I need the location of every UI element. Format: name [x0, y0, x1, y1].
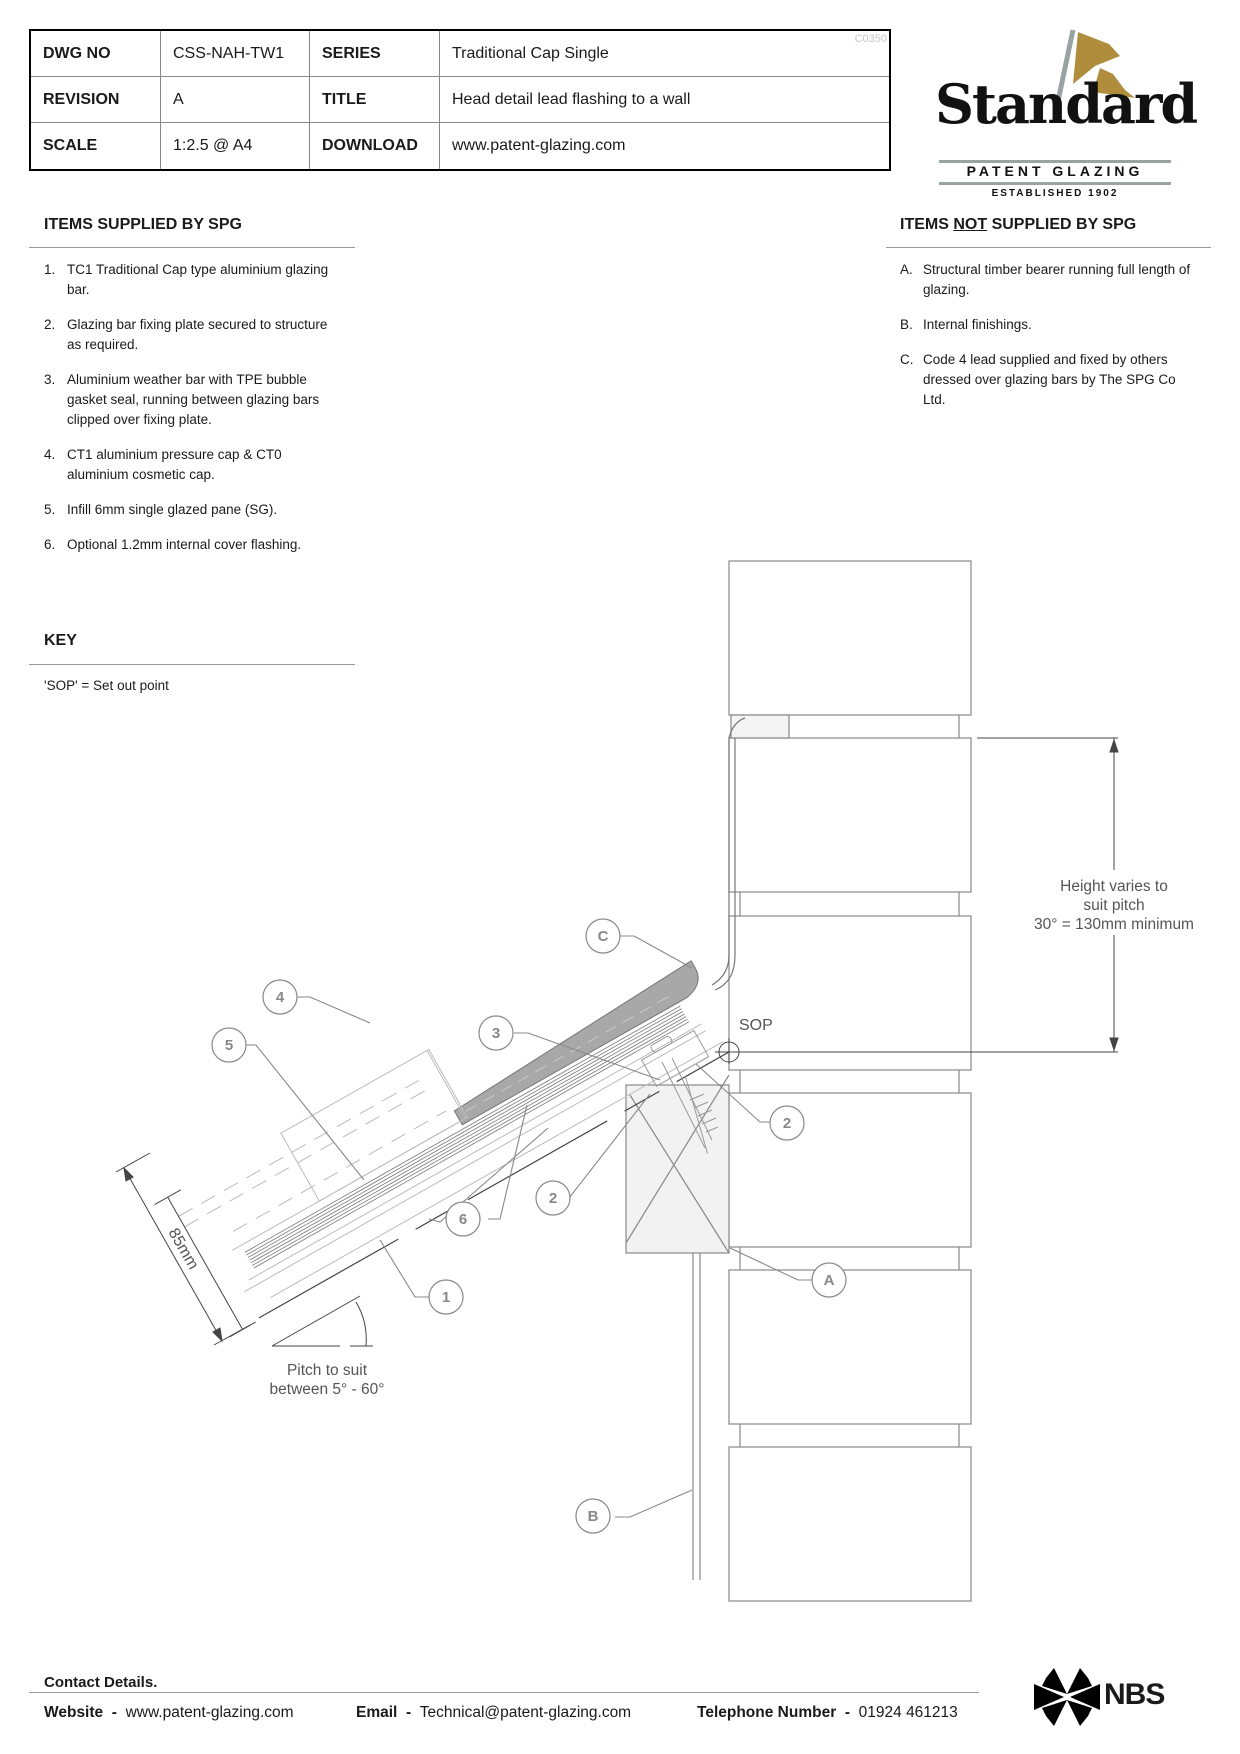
nbs-star-icon	[1034, 1664, 1100, 1730]
supplied-heading: ITEMS SUPPLIED BY SPG	[44, 216, 242, 233]
height-note-1: Height varies to	[1060, 878, 1168, 895]
email-contact: Email - Technical@patent-glazing.com	[356, 1704, 632, 1721]
not-supplied-heading: ITEMS NOT SUPPLIED BY SPG	[900, 216, 1137, 233]
label-series: SERIES	[310, 31, 440, 77]
supplied-item: 3. Aluminium weather bar with TPE bubble gasket seal, running between glazing bars clipped over fixing plate.	[44, 372, 320, 427]
website-link[interactable]: www.patent-glazing.com	[125, 1704, 294, 1721]
callout-6: 6	[458, 1211, 468, 1228]
mortar-chase	[731, 715, 789, 738]
logo-subtitle: PATENT GLAZING	[966, 163, 1144, 179]
footer-rule	[29, 1692, 979, 1693]
value-title: Head detail lead flashing to a wall	[440, 77, 889, 123]
not-supplied-item: A. Structural timber bearer running full length of glazing.	[900, 262, 1191, 297]
callout-4: 4	[275, 989, 285, 1006]
supplied-item: 4. CT1 aluminium pressure cap & CT0 aluminium cosmetic cap.	[44, 447, 282, 482]
contact-heading: Contact Details.	[44, 1674, 158, 1691]
pitch-note-2: between 5° - 60°	[269, 1381, 385, 1398]
label-dwg-no: DWG NO	[31, 31, 161, 77]
not-emphasis: NOT	[953, 216, 988, 233]
pitch-angle	[272, 1296, 373, 1346]
sop-label: SOP	[739, 1017, 773, 1034]
callout-2-right: 2	[782, 1115, 792, 1132]
height-dimension	[977, 738, 1118, 1052]
email-link[interactable]: Technical@patent-glazing.com	[419, 1704, 632, 1721]
website-contact: Website - www.patent-glazing.com	[44, 1704, 294, 1721]
value-scale: 1:2.5 @ A4	[161, 123, 310, 169]
supplied-item: 2. Glazing bar fixing plate secured to structure as required.	[44, 317, 328, 352]
callout-5: 5	[224, 1037, 234, 1054]
supplied-item: 5. Infill 6mm single glazed pane (SG).	[44, 502, 278, 517]
callout-b: B	[587, 1508, 599, 1525]
phone-contact: Telephone Number - 01924 461213	[697, 1704, 958, 1721]
series-text: Traditional Cap Single	[452, 44, 609, 62]
callout-3: 3	[491, 1025, 501, 1042]
dimension-85mm	[155, 1190, 256, 1337]
supplied-item: 6. Optional 1.2mm internal cover flashing.	[44, 537, 302, 552]
label-title: TITLE	[310, 77, 440, 123]
supplied-item: 1. TC1 Traditional Cap type aluminium glazing bar.	[44, 262, 329, 297]
logo-wordmark: Standard	[935, 72, 1197, 136]
height-note-2: suit pitch	[1083, 897, 1145, 914]
value-download[interactable]: www.patent-glazing.com	[452, 137, 626, 154]
label-scale: SCALE	[31, 123, 161, 169]
drawing-code: C0350	[854, 33, 887, 45]
nbs-text: NBS	[1104, 1678, 1165, 1711]
height-note-3: 30° = 130mm minimum	[1034, 916, 1194, 933]
callout-c: C	[597, 928, 609, 945]
sop-marker	[715, 1038, 1118, 1064]
dimension-85mm-label: 85mm	[164, 1225, 202, 1273]
callout-2-left: 2	[548, 1190, 558, 1207]
callout-1: 1	[441, 1289, 451, 1306]
phone-number: 01924 461213	[858, 1704, 958, 1721]
pitch-note-1: Pitch to suit	[286, 1362, 368, 1379]
logo-established: ESTABLISHED 1902	[991, 188, 1119, 199]
label-revision: REVISION	[31, 77, 161, 123]
value-dwg-no: CSS-NAH-TW1	[161, 31, 310, 77]
not-supplied-item: B. Internal finishings.	[900, 317, 1032, 332]
key-heading: KEY	[44, 632, 77, 649]
value-revision: A	[161, 77, 310, 123]
nbs-logo	[1034, 1664, 1164, 1730]
label-download: DOWNLOAD	[310, 123, 440, 169]
callout-a: A	[823, 1272, 835, 1289]
key-text: 'SOP' = Set out point	[44, 678, 169, 693]
not-supplied-item: C. Code 4 lead supplied and fixed by others dressed over glazing bars by The SPG Co Ltd.	[900, 352, 1176, 407]
